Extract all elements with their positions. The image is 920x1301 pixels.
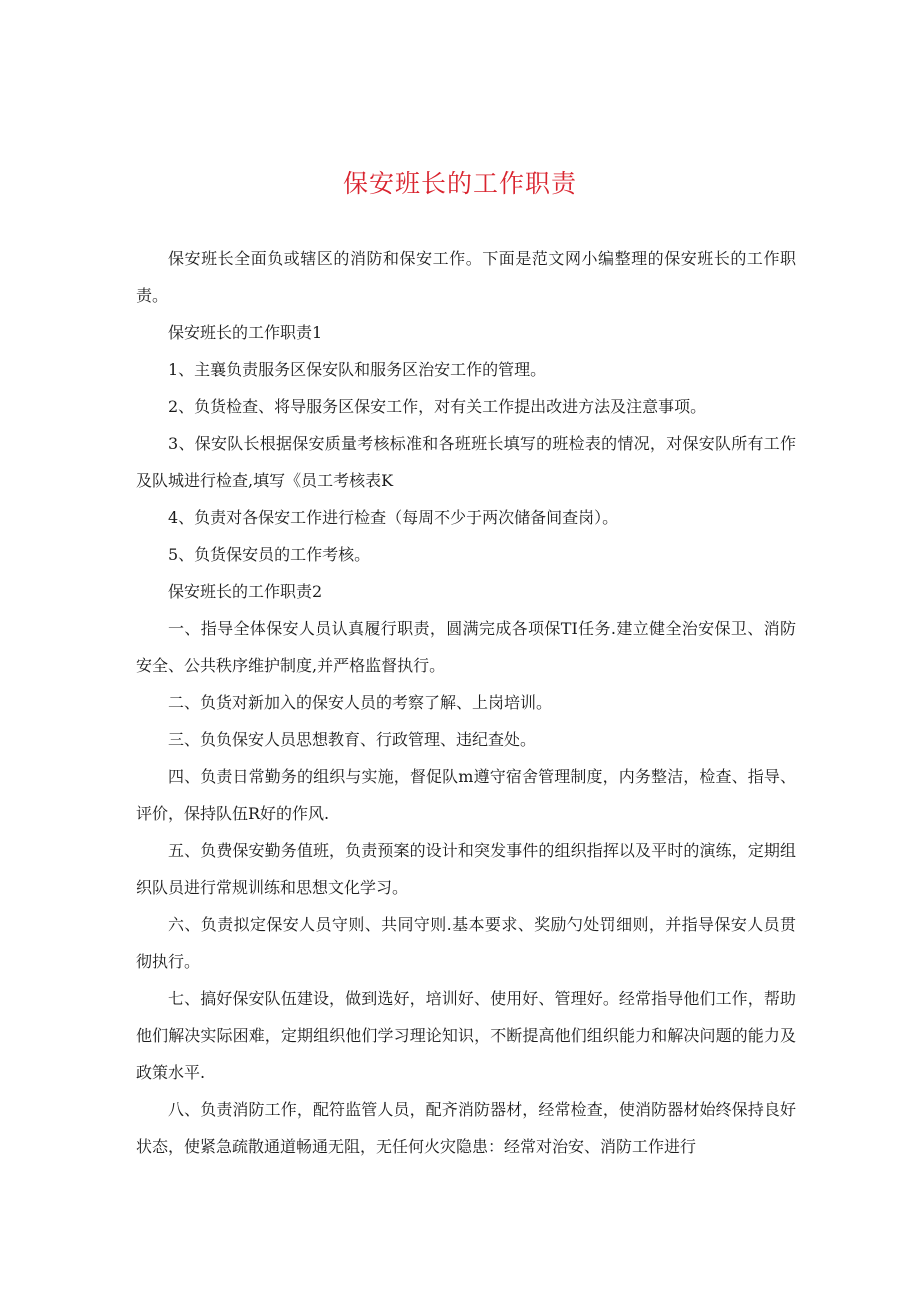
duty-item: 六、负责拟定保安人员守则、共同守则.基本要求、奖励勺处罚细则，并指导保安人员贯彻执行。 — [136, 915, 796, 971]
duty-item: 三、负负保安人员思想教育、行政管理、违纪查处。 — [168, 730, 537, 749]
duty-item: 五、负费保安勤务值班，负责预案的设计和突发事件的组织指挥以及平时的演练，定期组织队员进行常规训练和思想文化学习。 — [136, 841, 796, 897]
document-body — [136, 240, 796, 1165]
intro-paragraph: 保安班长全面负或辖区的消防和保安工作。下面是范文网小编整理的保安班长的工作职责。 — [136, 249, 796, 305]
duty-item: 2、负货检查、将导服务区保安工作，对有关工作提出改进方法及注意事项。 — [168, 397, 707, 416]
section-heading-1: 保安班长的工作职责1 — [168, 323, 323, 342]
duty-item: 八、负责消防工作，配符监管人员，配齐消防器材，经常检查，使消防器材始终保持良好状态，使紧急疏散通道畅通无阻，无任何火灾隐患：经常对治安、消防工作进行 — [136, 1100, 796, 1156]
duty-item: 3、保安队长根据保安质量考核标准和各班班长填写的班检表的情况，对保安队所有工作及队城进行检查,填写《员工考核表K — [136, 434, 796, 490]
duty-item: 4、负责对各保安工作进行检查（每周不少于两次储备间查岗）。 — [168, 508, 619, 527]
duty-item: 5、负货保安员的工作考核。 — [168, 545, 371, 564]
duty-item: 一、指导全体保安人员认真履行职责，圆满完成各项保TI任务.建立健全治安保卫、消防安全、公共秩序维护制度,并严格监督执行。 — [136, 619, 796, 675]
duty-item: 二、负货对新加入的保安人员的考察了解、上岗培训。 — [168, 693, 553, 712]
document-title: 保安班长的工作职责 — [342, 169, 577, 198]
duty-item: 四、负责日常勤务的组织与实施，督促队m遵守宿舍管理制度，内务整洁，检查、指导、评价，保持队伍R好的作风. — [136, 767, 796, 823]
duty-item: 1、主襄负责服务区保安队和服务区治安工作的管理。 — [168, 360, 547, 379]
duty-item: 七、搞好保安队伍建设，做到选好，培训好、使用好、管理好。经常指导他们工作，帮助他们解决实际困难，定期组织他们学习理论知识，不断提高他们组织能力和解决问题的能力及政策水平. — [136, 989, 796, 1082]
section-heading-2: 保安班长的工作职责2 — [168, 582, 323, 601]
